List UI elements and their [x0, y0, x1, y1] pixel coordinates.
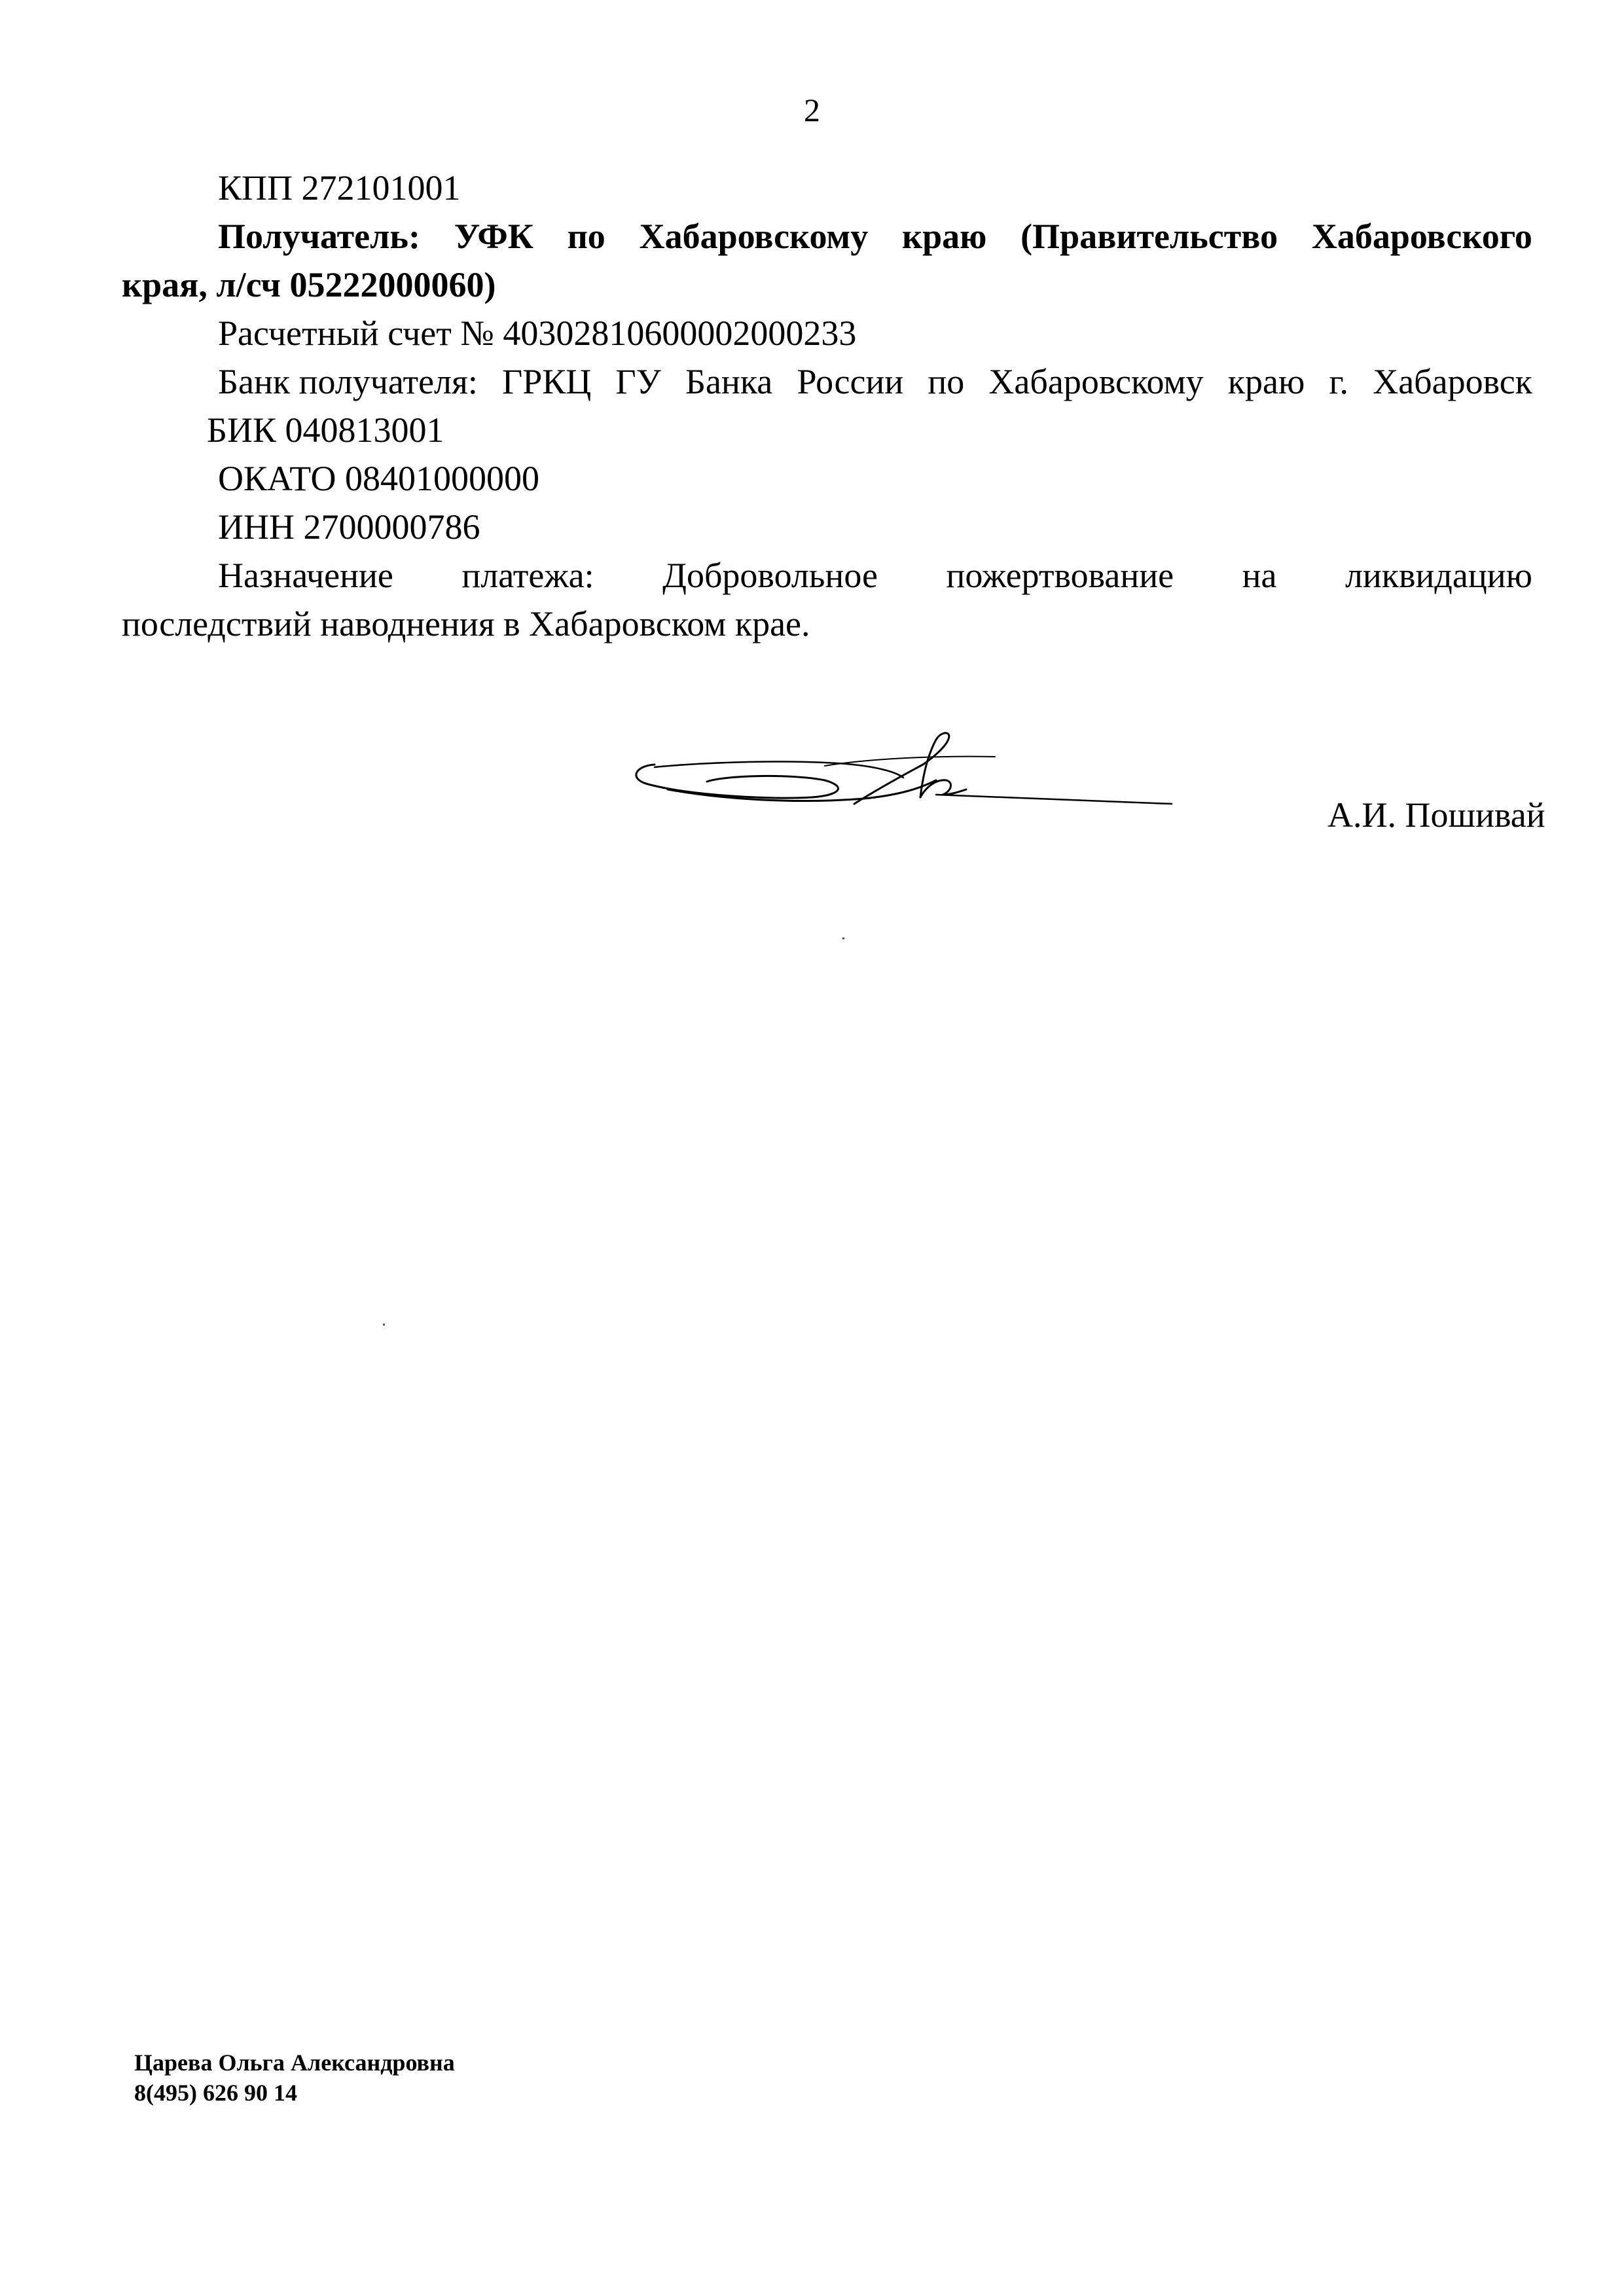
- bank-word: краю: [1227, 362, 1305, 401]
- recipient-word: (Правительство: [1020, 217, 1278, 256]
- bik-line: БИК 040813001: [207, 410, 444, 450]
- signer-name: А.И. Пошивай: [1327, 795, 1545, 835]
- bank-line: [122, 357, 1532, 406]
- purpose-word: пожертвование: [946, 556, 1174, 595]
- executor-name: Царева Ольга Александровна: [134, 2050, 455, 2076]
- bank-word: России: [797, 362, 904, 401]
- scan-speck: [842, 937, 844, 939]
- bank-word: Банк получателя:: [218, 362, 478, 401]
- purpose-word: Назначение: [218, 556, 393, 595]
- bank-word: Хабаровск: [1373, 362, 1532, 401]
- bank-word: г.: [1329, 362, 1349, 401]
- executor-block: [134, 2048, 455, 2108]
- recipient-word: Хабаровскому: [639, 217, 869, 256]
- account-line: Расчетный счет № 40302810600002000233: [218, 314, 857, 353]
- inn-line: ИНН 2700000786: [218, 507, 480, 547]
- handwritten-signature: [628, 727, 1178, 825]
- recipient-word: по: [567, 217, 605, 256]
- recipient-line-1: [122, 212, 1532, 261]
- purpose-word: ликвидацию: [1344, 556, 1532, 595]
- executor-phone: 8(495) 626 90 14: [134, 2080, 297, 2106]
- purpose-word: на: [1242, 556, 1277, 595]
- recipient-line-2: края, л/сч 05222000060): [122, 265, 496, 304]
- purpose-word: Добровольное: [662, 556, 878, 595]
- kpp-line: КПП 272101001: [218, 168, 461, 208]
- page-number: 2: [804, 92, 820, 128]
- bank-word: ГРКЦ: [501, 362, 592, 401]
- purpose-line-1: [122, 551, 1532, 600]
- recipient-word: краю: [901, 217, 987, 256]
- bank-word: Банка: [685, 362, 773, 401]
- recipient-word: Получатель:: [218, 217, 420, 256]
- purpose-word: платежа:: [461, 556, 594, 595]
- bank-word: по: [928, 362, 965, 401]
- bank-word: Хабаровскому: [988, 362, 1204, 401]
- purpose-line-2: последствий наводнения в Хабаровском крае.: [122, 604, 810, 643]
- okato-line: ОКАТО 08401000000: [218, 459, 540, 498]
- recipient-word: Хабаровского: [1311, 217, 1532, 256]
- bank-word: ГУ: [615, 362, 661, 401]
- recipient-word: УФК: [454, 217, 533, 256]
- scan-speck: [383, 1324, 385, 1326]
- payment-details: [122, 164, 1532, 648]
